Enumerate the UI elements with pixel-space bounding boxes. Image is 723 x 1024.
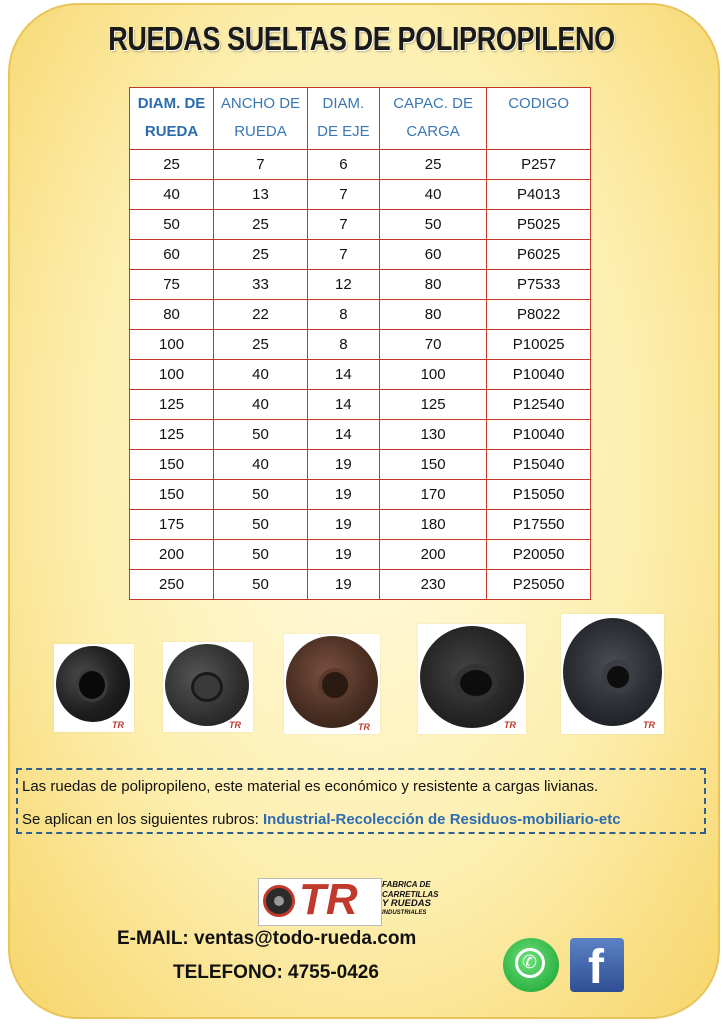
table-row [130, 420, 591, 450]
table-row [130, 390, 591, 420]
table-row [130, 180, 591, 210]
table-cell: 50 [130, 210, 214, 240]
table-cell: 14 [307, 420, 379, 450]
table-cell: 8 [307, 330, 379, 360]
table-cell: 40 [379, 180, 486, 210]
table-cell: 200 [130, 540, 214, 570]
table-cell: 19 [307, 510, 379, 540]
table-cell: P15050 [487, 480, 591, 510]
table-cell: P4013 [487, 180, 591, 210]
table-cell: 40 [214, 450, 308, 480]
wheel-logo: TR [112, 720, 124, 730]
table-body [130, 150, 591, 600]
table-cell: 33 [214, 270, 308, 300]
facebook-icon[interactable]: f [570, 938, 624, 992]
table-cell: 7 [307, 240, 379, 270]
table-cell: 150 [130, 480, 214, 510]
table-cell: 19 [307, 570, 379, 600]
table-cell: 80 [130, 300, 214, 330]
table-row [130, 150, 591, 180]
wheel-logo: TR [358, 722, 370, 732]
table-cell: P8022 [487, 300, 591, 330]
table-row [130, 270, 591, 300]
table-cell: P6025 [487, 240, 591, 270]
table-cell: 100 [130, 360, 214, 390]
wheel-photo-5 [561, 614, 664, 734]
table-cell: 130 [379, 420, 486, 450]
header-diam-eje: DIAM. DE EJE [307, 88, 379, 150]
table-cell: P10040 [487, 360, 591, 390]
table-cell: P257 [487, 150, 591, 180]
table-cell: 40 [130, 180, 214, 210]
table-cell: P7533 [487, 270, 591, 300]
table-cell: 22 [214, 300, 308, 330]
contact-email[interactable]: E-MAIL: ventas@todo-rueda.com [117, 928, 417, 949]
table-cell: 150 [130, 450, 214, 480]
table-cell: 13 [214, 180, 308, 210]
info-line-2: Se aplican en los siguientes rubros: Industrial-Recolección de Residuos-mobiliario-etc [22, 811, 621, 828]
table-cell: 14 [307, 390, 379, 420]
logo-tagline: FABRICA DE CARRETILLAS Y RUEDAS INDUSTRIALES [382, 880, 439, 916]
table-cell: 80 [379, 270, 486, 300]
table-cell: 19 [307, 480, 379, 510]
table-row [130, 240, 591, 270]
table-cell: 75 [130, 270, 214, 300]
header-diam-rueda: DIAM. DE RUEDA [130, 88, 214, 150]
table-row [130, 360, 591, 390]
info-line-1: Las ruedas de polipropileno, este material es económico y resistente a cargas livianas. [22, 778, 599, 795]
table-cell: 19 [307, 450, 379, 480]
table-cell: 200 [379, 540, 486, 570]
table-cell: P15040 [487, 450, 591, 480]
table-cell: 50 [214, 510, 308, 540]
logo-letters: TR [299, 875, 358, 924]
table-cell: 25 [214, 240, 308, 270]
wheel-hub [191, 672, 223, 702]
table-cell: 7 [307, 210, 379, 240]
wheel-logo: TR [229, 720, 241, 730]
whatsapp-icon[interactable]: ✆ [503, 938, 559, 992]
table-cell: 60 [379, 240, 486, 270]
table-cell: 50 [379, 210, 486, 240]
header-ancho-rueda: ANCHO DE RUEDA [214, 88, 308, 150]
header-codigo: CODIGO [487, 88, 591, 150]
table-cell: 250 [130, 570, 214, 600]
table-cell: 70 [379, 330, 486, 360]
table-cell: P5025 [487, 210, 591, 240]
table-cell: 125 [130, 390, 214, 420]
table-row [130, 480, 591, 510]
wheel-hub [454, 664, 498, 702]
table-cell: P20050 [487, 540, 591, 570]
table-cell: 50 [214, 480, 308, 510]
table-cell: 50 [214, 540, 308, 570]
table-cell: 125 [130, 420, 214, 450]
table-cell: 50 [214, 420, 308, 450]
contact-phone: TELEFONO: 4755-0426 [173, 962, 379, 983]
table-row [130, 210, 591, 240]
table-cell: 8 [307, 300, 379, 330]
table-row [130, 570, 591, 600]
table-row [130, 540, 591, 570]
table-cell: 100 [379, 360, 486, 390]
wheel-photo-4 [418, 624, 526, 734]
wheel-logo: TR [504, 720, 516, 730]
table-row [130, 330, 591, 360]
table-cell: P10040 [487, 420, 591, 450]
info-box [16, 768, 706, 834]
table-cell: 12 [307, 270, 379, 300]
table-header-row [130, 88, 591, 150]
specs-table [129, 87, 591, 600]
table-cell: 19 [307, 540, 379, 570]
table-cell: 100 [130, 330, 214, 360]
table-cell: P25050 [487, 570, 591, 600]
table-row [130, 510, 591, 540]
wheel-hub [318, 668, 352, 702]
table-row [130, 300, 591, 330]
table-cell: 150 [379, 450, 486, 480]
table-cell: 14 [307, 360, 379, 390]
info-highlight: Industrial-Recolección de Residuos-mobiliario-etc [262, 811, 621, 828]
table-row [130, 450, 591, 480]
page-title: RUEDAS SUELTAS DE POLIPROPILENO [108, 20, 615, 57]
table-cell: 125 [379, 390, 486, 420]
wheel-photo-2 [163, 642, 253, 732]
table-cell: 7 [307, 180, 379, 210]
wheel-hub [601, 660, 635, 694]
tire-icon [263, 885, 295, 917]
table-cell: 180 [379, 510, 486, 540]
logo-mark [258, 875, 382, 926]
table-cell: 170 [379, 480, 486, 510]
company-logo [258, 875, 446, 924]
table-cell: 25 [214, 210, 308, 240]
table-cell: 230 [379, 570, 486, 600]
table-cell: 80 [379, 300, 486, 330]
table-cell: 40 [214, 390, 308, 420]
table-cell: 175 [130, 510, 214, 540]
table-cell: P10025 [487, 330, 591, 360]
table-cell: 6 [307, 150, 379, 180]
table-cell: 25 [130, 150, 214, 180]
wheel-hub [76, 668, 108, 702]
wheel-photo-1 [54, 644, 134, 732]
table-cell: 40 [214, 360, 308, 390]
header-capac-carga: CAPAC. DE CARGA [379, 88, 486, 150]
table-cell: 25 [214, 330, 308, 360]
table-cell: P12540 [487, 390, 591, 420]
table-cell: 60 [130, 240, 214, 270]
wheel-logo: TR [643, 720, 655, 730]
table-cell: 50 [214, 570, 308, 600]
table-cell: P17550 [487, 510, 591, 540]
table-cell: 25 [379, 150, 486, 180]
wheel-photo-3 [284, 634, 380, 734]
table-cell: 7 [214, 150, 308, 180]
